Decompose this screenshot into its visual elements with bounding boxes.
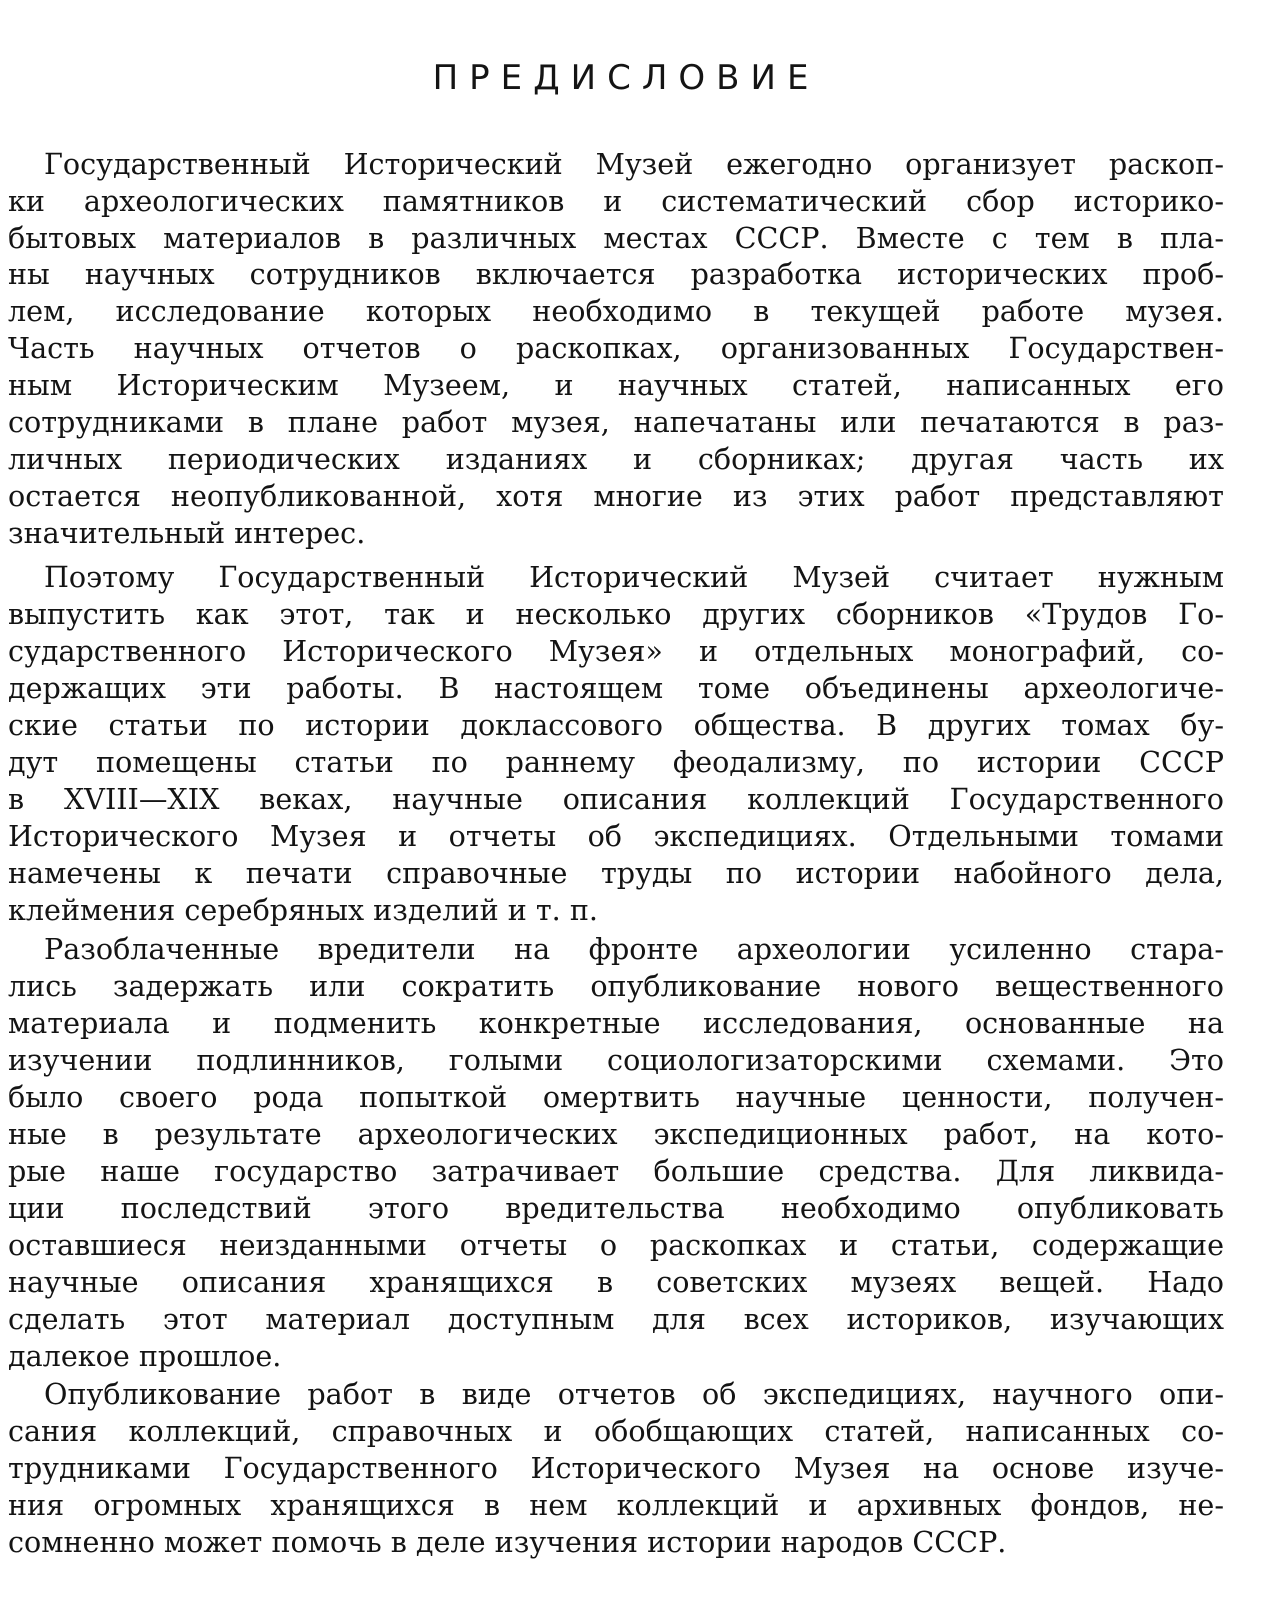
text-line: Государственный Исторический Музей ежегодно организует раскоп-	[44, 147, 1224, 181]
text-line: сделать этот материал доступным для всех историков, изучающих	[8, 1302, 1224, 1336]
text-line: материала и подменить конкретные исследования, основанные на	[8, 1006, 1224, 1040]
text-line: ские статьи по истории доклассового общества. В других томах бу-	[8, 708, 1224, 742]
text-line: намечены к печати справочные труды по истории набойного дела,	[8, 856, 1224, 890]
text-line: дут помещены статьи по раннему феодализму, по истории СССР	[8, 745, 1224, 779]
text-line: сания коллекций, справочных и обобщающих статей, написанных со-	[8, 1414, 1224, 1448]
text-line: изучении подлинников, голыми социологизаторскими схемами. Это	[8, 1043, 1224, 1077]
text-line: лись задержать или сократить опубликование нового вещественного	[8, 969, 1224, 1003]
text-line: оставшиеся неизданными отчеты о раскопках и статьи, содержащие	[8, 1228, 1224, 1262]
document-page	[8, 0, 1224, 1600]
text-line: ным Историческим Музеем, и научных статей, написанных его	[8, 368, 1224, 402]
text-line: Опубликование работ в виде отчетов об экспедициях, научного опи-	[44, 1377, 1224, 1411]
text-line: в XVIII—XIX веках, научные описания коллекций Государственного	[8, 782, 1224, 816]
text-line: остается неопубликованной, хотя многие из этих работ представляют	[8, 479, 1224, 513]
text-line: Поэтому Государственный Исторический Музей считает нужным	[44, 560, 1224, 594]
text-line: Исторического Музея и отчеты об экспедициях. Отдельными томами	[8, 819, 1224, 853]
text-line: Разоблаченные вредители на фронте археологии усиленно стара-	[44, 932, 1224, 966]
page-title: ПРЕДИСЛОВИЕ	[432, 58, 820, 98]
text-line: ные в результате археологических экспедиционных работ, на кото-	[8, 1117, 1224, 1151]
text-line: клеймения серебряных изделий и т. п.	[8, 893, 599, 927]
text-line: значительный интерес.	[8, 516, 366, 550]
text-line: ции последствий этого вредительства необходимо опубликовать	[8, 1191, 1224, 1225]
text-line: сударственного Исторического Музея» и отдельных монографий, со-	[8, 634, 1224, 668]
text-line: рые наше государство затрачивает большие средства. Для ликвида-	[8, 1154, 1224, 1188]
text-line: ния огромных хранящихся в нем коллекций и архивных фондов, не-	[8, 1488, 1224, 1522]
text-line: лем, исследование которых необходимо в текущей работе музея.	[8, 294, 1224, 328]
text-line: ки археологических памятников и систематический сбор историко-	[8, 184, 1224, 218]
text-line: трудниками Государственного Исторического Музея на основе изуче-	[8, 1451, 1224, 1485]
text-line: бытовых материалов в различных местах СССР. Вместе с тем в пла-	[8, 221, 1224, 255]
text-line: Часть научных отчетов о раскопках, организованных Государствен-	[8, 331, 1224, 365]
text-line: сотрудниками в плане работ музея, напечатаны или печатаются в раз-	[8, 405, 1224, 439]
text-line: научные описания хранящихся в советских музеях вещей. Надо	[8, 1265, 1224, 1299]
text-line: далекое прошлое.	[8, 1339, 282, 1373]
text-line: ны научных сотрудников включается разработка исторических проб-	[8, 257, 1224, 291]
text-line: держащих эти работы. В настоящем томе объединены археологиче-	[8, 671, 1224, 705]
text-line: было своего рода попыткой омертвить научные ценности, получен-	[8, 1080, 1224, 1114]
text-line: сомненно может помочь в деле изучения истории народов СССР.	[8, 1525, 1007, 1559]
text-line: личных периодических изданиях и сборниках; другая часть их	[8, 442, 1224, 476]
text-line: выпустить как этот, так и несколько других сборников «Трудов Го-	[8, 597, 1224, 631]
